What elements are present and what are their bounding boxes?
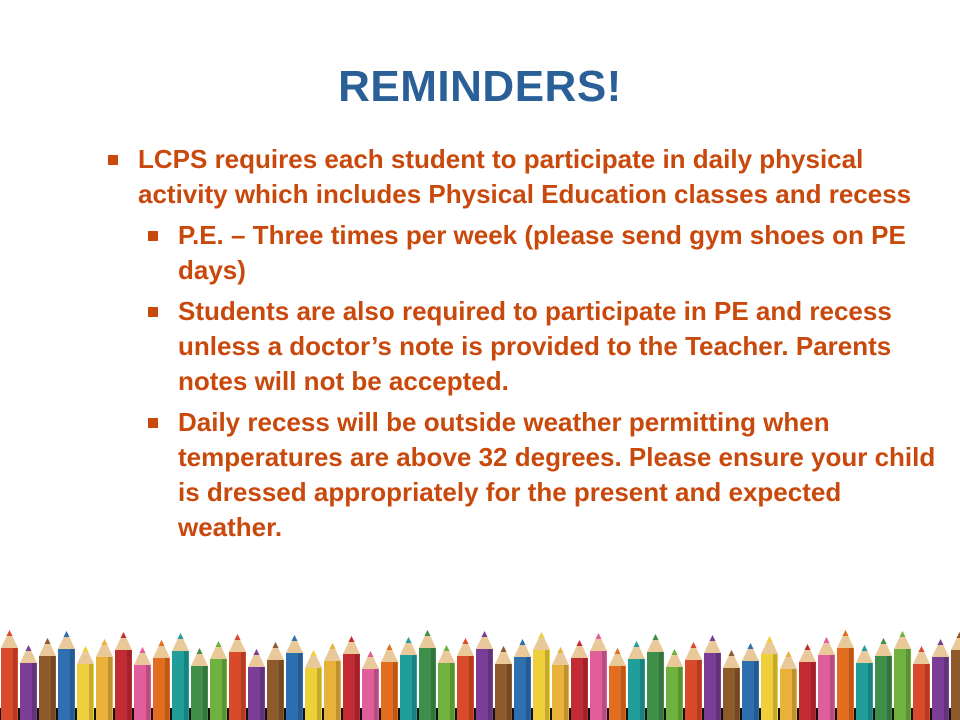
- square-bullet-icon: [148, 307, 158, 317]
- pencil: [495, 646, 512, 720]
- pencil: [951, 632, 960, 720]
- main-bullet-text: LCPS requires each student to participate in daily physical activity which includes Physical Education classes and recess: [138, 144, 912, 209]
- pencil: [438, 645, 455, 720]
- pencil: [476, 631, 493, 720]
- pencil: [134, 647, 151, 720]
- pencil: [172, 633, 189, 720]
- pencil: [647, 634, 664, 720]
- pencil: [77, 646, 94, 720]
- pencil: [609, 648, 626, 720]
- pencil: [780, 651, 797, 720]
- square-bullet-icon: [148, 231, 158, 241]
- sub-bullet: [148, 405, 948, 545]
- pencil: [248, 649, 265, 720]
- pencil: [229, 634, 246, 720]
- pencil: [818, 637, 835, 720]
- pencil: [400, 637, 417, 720]
- pencil: [419, 630, 436, 720]
- pencil: [267, 642, 284, 720]
- pencil: [875, 638, 892, 720]
- pencil: [58, 631, 75, 720]
- pencil: [1, 630, 18, 720]
- pencil: [514, 639, 531, 720]
- pencil: [685, 642, 702, 720]
- main-bullet: [108, 142, 948, 212]
- pencil: [362, 651, 379, 720]
- pencil: [533, 632, 550, 720]
- pencil: [115, 632, 132, 720]
- square-bullet-icon: [148, 418, 158, 428]
- pencil: [552, 647, 569, 720]
- pencil: [324, 643, 341, 720]
- pencil: [856, 645, 873, 720]
- pencil: [286, 635, 303, 720]
- pencil: [191, 648, 208, 720]
- pencil: [39, 638, 56, 720]
- sub-bullet: [148, 294, 948, 399]
- bullet-list: [108, 142, 948, 551]
- pencil: [210, 641, 227, 720]
- pencil: [799, 644, 816, 720]
- pencil: [932, 639, 949, 720]
- pencil: [913, 646, 930, 720]
- slide-title: REMINDERS!: [338, 62, 622, 111]
- pencil: [894, 631, 911, 720]
- sub-bullet-text: P.E. – Three times per week (please send gym shoes on PE days): [178, 220, 906, 285]
- pencil: [742, 643, 759, 720]
- pencil: [381, 644, 398, 720]
- sub-bullet: [148, 218, 948, 288]
- pencil: [20, 645, 37, 720]
- sub-bullet-text: Students are also required to participate in PE and recess unless a doctor’s note is provided to the Teacher. Parents notes will not be accepted.: [178, 296, 892, 396]
- pencil: [343, 636, 360, 720]
- pencil: [590, 633, 607, 720]
- pencil: [457, 638, 474, 720]
- pencil: [666, 649, 683, 720]
- pencil: [571, 640, 588, 720]
- sub-bullet-text: Daily recess will be outside weather permitting when temperatures are above 32 degrees. Please ensure your child is dressed appropriately for the present and expected weather.: [178, 407, 936, 542]
- pencil: [761, 636, 778, 720]
- pencil: [305, 650, 322, 720]
- pencil: [628, 641, 645, 720]
- pencil: [153, 640, 170, 720]
- pencil: [704, 635, 721, 720]
- square-bullet-icon: [108, 155, 118, 165]
- pencil: [723, 650, 740, 720]
- pencil: [837, 630, 854, 720]
- pencil: [96, 639, 113, 720]
- colored-pencils-icon: [0, 622, 960, 720]
